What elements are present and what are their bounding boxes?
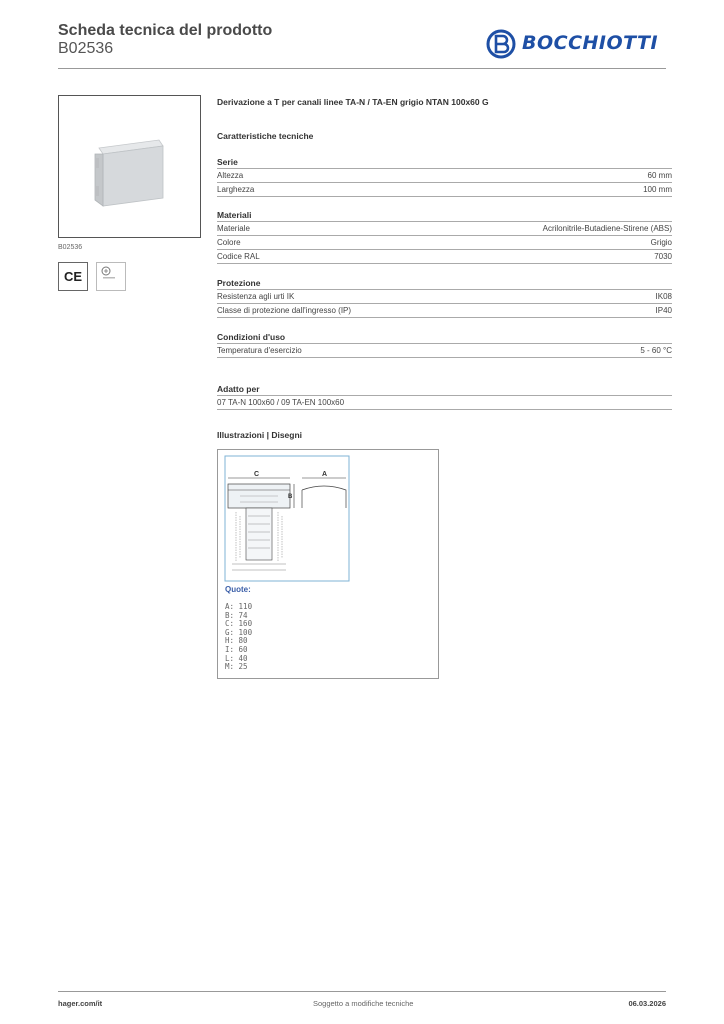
spec-label: Classe di protezione dall'ingresso (IP)	[217, 306, 352, 315]
quote-item: G: 100	[225, 627, 253, 637]
spec-label: Colore	[217, 238, 241, 247]
spec-label: Larghezza	[217, 185, 255, 194]
image-caption: B02536	[58, 244, 83, 251]
drawing-label-c: C	[254, 471, 260, 478]
spec-row	[217, 222, 672, 236]
certification-icon	[96, 262, 126, 291]
spec-row	[217, 169, 672, 183]
spec-row	[217, 183, 672, 197]
illustrations-title: Illustrazioni | Disegni	[217, 430, 303, 440]
spec-value: 7030	[654, 252, 672, 261]
spec-label: Materiale	[217, 224, 250, 233]
spec-row	[217, 396, 672, 410]
quote-item: I: 60	[225, 644, 248, 654]
quote-item: H: 80	[225, 636, 248, 646]
footer-notice: Soggetto a modifiche tecniche	[313, 999, 414, 1008]
page-title: Scheda tecnica del prodotto	[58, 22, 273, 39]
spec-label: Codice RAL	[217, 252, 260, 261]
quote-item: A: 110	[225, 602, 253, 611]
spec-value: 60 mm	[647, 171, 672, 180]
spec-row	[217, 304, 672, 318]
ce-mark-icon: CE	[58, 262, 88, 291]
tech-section-title: Caratteristiche tecniche	[217, 131, 314, 141]
section-protezione	[217, 276, 672, 318]
header-divider	[58, 68, 666, 69]
spec-label: Temperatura d'esercizio	[217, 346, 302, 355]
spec-row	[217, 344, 672, 358]
spec-row	[217, 236, 672, 250]
footer-divider	[58, 991, 666, 992]
brand-name: BOCCHIOTTI	[522, 32, 659, 54]
spec-value: Grigio	[650, 238, 672, 247]
brand-logo-icon	[486, 29, 518, 59]
section-serie	[217, 155, 672, 197]
section-title: Materiali	[217, 208, 672, 222]
quotes-label: Quote:	[225, 585, 251, 594]
product-image	[58, 95, 201, 238]
spec-value: IK08	[655, 292, 672, 301]
spec-label: 07 TA-N 100x60 / 09 TA-EN 100x60	[217, 398, 345, 407]
brand-logo	[486, 29, 666, 59]
footer-date: 06.03.2026	[628, 999, 666, 1008]
quote-item: L: 40	[225, 653, 248, 663]
spec-row	[217, 290, 672, 304]
drawing-label-a: A	[322, 471, 328, 478]
quote-item: B: 74	[225, 610, 248, 620]
quote-item: C: 160	[225, 619, 253, 629]
spec-value: 5 - 60 °C	[640, 346, 672, 355]
section-condizioni	[217, 330, 672, 358]
section-title: Protezione	[217, 276, 672, 290]
spec-row	[217, 250, 672, 264]
section-title: Condizioni d'uso	[217, 330, 672, 344]
quotes-list	[225, 603, 252, 672]
drawing-label-b: B	[288, 494, 293, 500]
section-adatto	[217, 382, 672, 410]
spec-value: Acrilonitrile-Butadiene-Stirene (ABS)	[542, 224, 672, 233]
product-description: Derivazione a T per canali linee TA-N / TA-EN grigio NTAN 100x60 G	[217, 97, 489, 107]
spec-value: IP40	[655, 306, 672, 315]
section-materiali	[217, 208, 672, 264]
spec-label: Resistenza agli urti IK	[217, 292, 295, 301]
section-title: Serie	[217, 155, 672, 169]
quote-item: M: 25	[225, 662, 248, 672]
section-title: Adatto per	[217, 382, 672, 396]
technical-drawing	[217, 449, 439, 679]
footer-website-link[interactable]: hager.com/it	[58, 999, 103, 1008]
spec-value: 100 mm	[643, 185, 672, 194]
spec-label: Altezza	[217, 171, 244, 180]
product-code: B02536	[58, 40, 114, 57]
